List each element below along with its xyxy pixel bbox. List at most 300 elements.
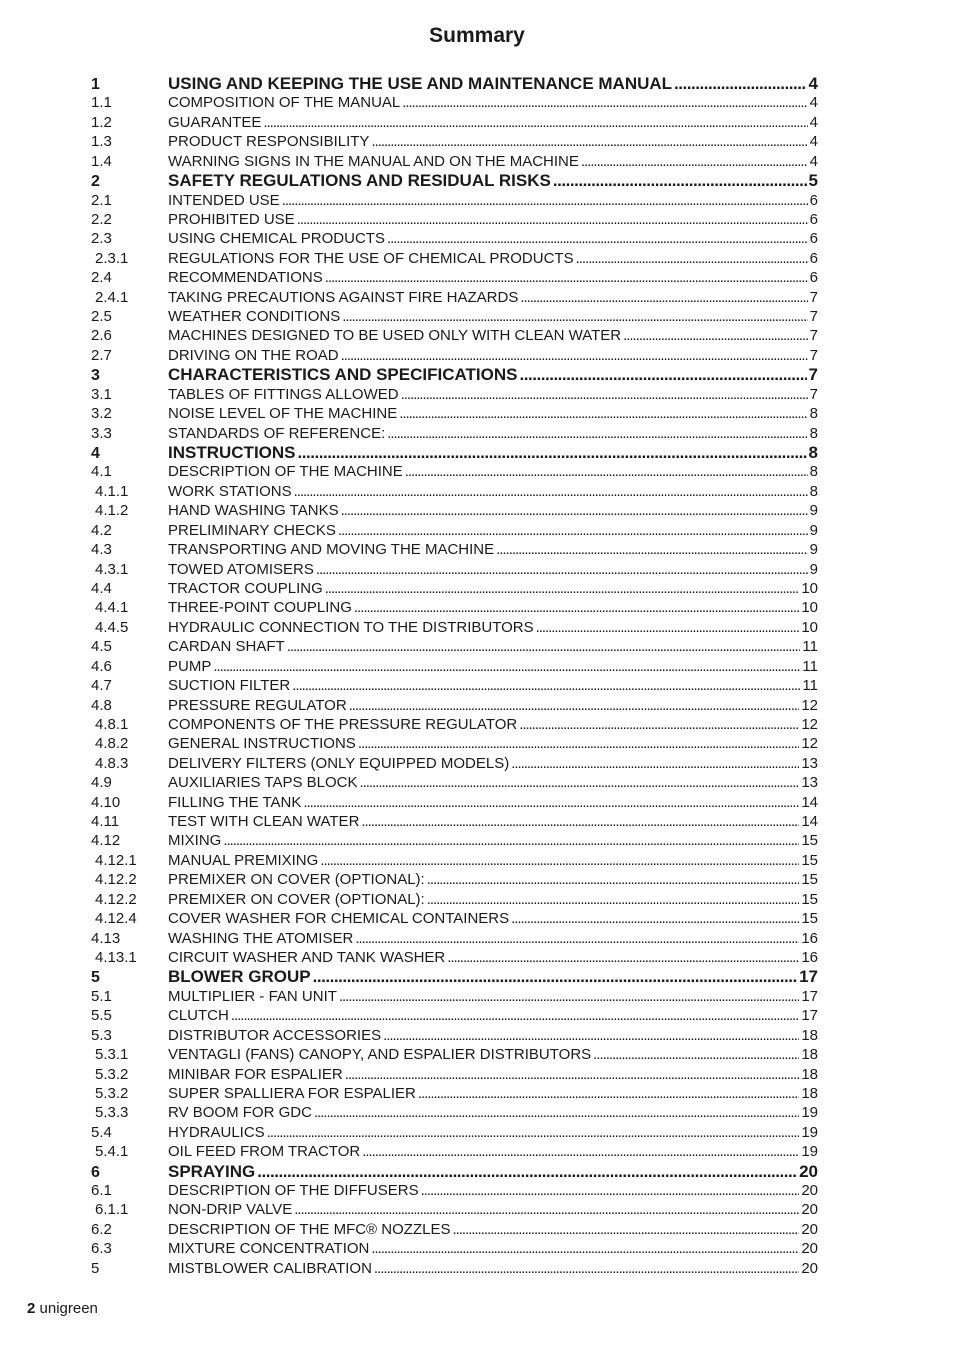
- toc-entry-number: 3: [91, 367, 100, 385]
- toc-entry[interactable]: [91, 462, 818, 481]
- toc-entry[interactable]: [91, 618, 818, 637]
- toc-entry-page: 14: [801, 813, 818, 831]
- dot-leader: [371, 132, 807, 151]
- toc-entry-title: PRELIMINARY CHECKS: [168, 521, 336, 539]
- toc-entry-page: 17: [801, 987, 818, 1005]
- toc-entry-number: 4.6: [91, 657, 112, 675]
- toc-entry[interactable]: [91, 1006, 818, 1025]
- toc-entry-title: THREE-POINT COUPLING: [168, 599, 352, 617]
- toc-entry-title: PREMIXER ON COVER (OPTIONAL):: [168, 890, 425, 908]
- dot-leader: [257, 1162, 797, 1181]
- toc-entry-page: 6: [809, 269, 818, 287]
- toc-entry[interactable]: [91, 249, 818, 268]
- dot-leader: [358, 734, 800, 753]
- toc-entry[interactable]: [91, 734, 818, 753]
- toc-entry-number: 1.3: [91, 133, 112, 151]
- dot-leader: [355, 929, 799, 948]
- dot-leader: [231, 1006, 799, 1025]
- toc-entry-title: GENERAL INSTRUCTIONS: [168, 735, 356, 753]
- toc-entry[interactable]: [91, 831, 818, 850]
- toc-entry-number: 5.4.1: [95, 1143, 129, 1161]
- toc-entry-title: DESCRIPTION OF THE MFC® NOZZLES: [168, 1220, 451, 1238]
- dot-leader: [383, 1026, 799, 1045]
- toc-entry-page: 20: [801, 1220, 818, 1238]
- toc-entry-number: 4.8.2: [95, 735, 129, 753]
- dot-leader: [576, 249, 808, 268]
- toc-entry-number: 3.1: [91, 385, 112, 403]
- toc-entry-number: 4: [91, 445, 100, 463]
- toc-entry[interactable]: [91, 657, 818, 676]
- toc-entry-number: 5.3.1: [95, 1046, 129, 1064]
- toc-entry[interactable]: [91, 132, 818, 151]
- dot-leader: [519, 715, 799, 734]
- toc-entry-number: 5: [91, 1259, 100, 1277]
- dot-leader: [341, 346, 808, 365]
- toc-entry-title: CLUTCH: [168, 1007, 229, 1025]
- toc-entry-title: SPRAYING: [168, 1161, 256, 1181]
- toc-entry[interactable]: [91, 870, 818, 889]
- toc-entry-title: TRACTOR COUPLING: [168, 579, 323, 597]
- toc-entry-title: RECOMMENDATIONS: [168, 269, 323, 287]
- toc-entry[interactable]: [91, 152, 818, 171]
- toc-entry-title: OIL FEED FROM TRACTOR: [168, 1143, 361, 1161]
- toc-entry-number: 6.1.1: [95, 1201, 129, 1219]
- toc-entry[interactable]: [91, 540, 818, 559]
- toc-entry-page: 18: [801, 1084, 818, 1102]
- toc-entry-number: 5.3: [91, 1026, 112, 1044]
- toc-entry-page: 20: [801, 1259, 818, 1277]
- toc-entry-page: 20: [801, 1240, 818, 1258]
- toc-chapter-entry[interactable]: [91, 967, 818, 986]
- toc-entry-page: 11: [802, 677, 818, 695]
- toc-entry-number: 5.3.3: [95, 1104, 129, 1122]
- toc-entry[interactable]: [91, 1181, 818, 1200]
- toc-entry-title: NOISE LEVEL OF THE MACHINE: [168, 405, 398, 423]
- toc-entry-number: 4.12: [91, 832, 121, 850]
- toc-entry-title: BLOWER GROUP: [168, 967, 311, 987]
- dot-leader: [325, 268, 808, 287]
- toc-entry[interactable]: [91, 773, 818, 792]
- toc-entry-page: 6: [809, 230, 818, 248]
- dot-leader: [427, 890, 800, 909]
- toc-entry-number: 5.5: [91, 1007, 112, 1025]
- toc-chapter-entry[interactable]: [91, 1162, 818, 1181]
- toc-entry-number: 2.2: [91, 210, 112, 228]
- page-title: Summary: [429, 24, 525, 47]
- toc-entry[interactable]: [91, 229, 818, 248]
- toc-entry-number: 4.5: [91, 638, 112, 656]
- dot-leader: [623, 326, 808, 345]
- toc-entry[interactable]: [91, 1065, 818, 1084]
- dot-leader: [325, 579, 800, 598]
- toc-entry-title: PRODUCT RESPONSIBILITY: [168, 133, 370, 151]
- toc-entry-title: CIRCUIT WASHER AND TANK WASHER: [168, 948, 446, 966]
- toc-chapter-entry[interactable]: [91, 443, 818, 462]
- toc-entry-title: SUCTION FILTER: [168, 677, 291, 695]
- dot-leader: [371, 1239, 799, 1258]
- toc-entry-number: 6.2: [91, 1220, 112, 1238]
- toc-entry-title: COMPOSITION OF THE MANUAL: [168, 94, 401, 112]
- toc-entry-title: WEATHER CONDITIONS: [168, 308, 341, 326]
- dot-leader: [294, 1200, 799, 1219]
- toc-entry-title: PRESSURE REGULATOR: [168, 696, 347, 714]
- toc-entry-title: INTENDED USE: [168, 191, 280, 209]
- dot-leader: [267, 1123, 800, 1142]
- toc-entry[interactable]: [91, 929, 818, 948]
- toc-entry-number: 4.3: [91, 541, 112, 559]
- toc-entry-number: 4.9: [91, 774, 112, 792]
- toc-entry[interactable]: [91, 793, 818, 812]
- toc-entry[interactable]: [91, 812, 818, 831]
- page-footer: [27, 1300, 98, 1317]
- toc-entry[interactable]: [91, 191, 818, 210]
- toc-entry-title: STANDARDS OF REFERENCE:: [168, 424, 386, 442]
- toc-entry-title: TAKING PRECAUTIONS AGAINST FIRE HAZARDS: [168, 288, 519, 306]
- toc-entry-page: 15: [801, 832, 818, 850]
- toc-entry-title: MIXTURE CONCENTRATION: [168, 1240, 370, 1258]
- toc-entry-page: 20: [801, 1201, 818, 1219]
- toc-entry[interactable]: [91, 851, 818, 870]
- toc-entry-title: TOWED ATOMISERS: [168, 560, 314, 578]
- dot-leader: [519, 365, 806, 384]
- toc-entry-title: SAFETY REGULATIONS AND RESIDUAL RISKS: [168, 171, 551, 191]
- dot-leader: [399, 404, 807, 423]
- toc-entry-number: 2.5: [91, 308, 112, 326]
- toc-entry-page: 4: [809, 152, 818, 170]
- toc-entry-page: 6: [809, 249, 818, 267]
- toc-entry[interactable]: [91, 1103, 818, 1122]
- toc-entry-number: 3.2: [91, 405, 112, 423]
- toc-entry[interactable]: [91, 424, 818, 443]
- toc-entry[interactable]: [91, 1123, 818, 1142]
- toc-entry-page: 9: [809, 560, 818, 578]
- toc-entry-number: 1.1: [91, 94, 112, 112]
- toc-entry[interactable]: [91, 948, 818, 967]
- toc-entry[interactable]: [91, 521, 818, 540]
- toc-entry-number: 6: [91, 1163, 100, 1181]
- toc-entry-number: 1.4: [91, 152, 112, 170]
- toc-entry-number: 4.4.1: [95, 599, 129, 617]
- toc-entry-number: 4.8.3: [95, 754, 129, 772]
- toc-entry-title: USING CHEMICAL PRODUCTS: [168, 230, 385, 248]
- toc-entry[interactable]: [91, 987, 818, 1006]
- dot-leader: [581, 152, 808, 171]
- toc-entry[interactable]: [91, 93, 818, 112]
- dot-leader: [447, 948, 799, 967]
- toc-entry-page: 7: [808, 365, 818, 385]
- dot-leader: [354, 598, 799, 617]
- toc-entry-number: 4.8: [91, 696, 112, 714]
- dot-leader: [427, 870, 800, 889]
- toc-entry[interactable]: [91, 385, 818, 404]
- footer-brand: unigreen: [39, 1300, 98, 1317]
- dot-leader: [553, 171, 807, 190]
- toc-entry-title: RV BOOM FOR GDC: [168, 1104, 312, 1122]
- toc-entry-page: 7: [809, 308, 818, 326]
- toc-entry-title: DRIVING ON THE ROAD: [168, 346, 339, 364]
- dot-leader: [387, 424, 807, 443]
- toc-entry-page: 6: [809, 191, 818, 209]
- toc-entry-number: 4.7: [91, 677, 112, 695]
- toc-entry-title: VENTAGLI (FANS) CANOPY, AND ESPALIER DISTRIBUTORS: [168, 1046, 592, 1064]
- toc-entry[interactable]: [91, 560, 818, 579]
- toc-entry-number: 5: [91, 969, 100, 987]
- toc-entry-page: 8: [809, 424, 818, 442]
- toc-entry[interactable]: [91, 754, 818, 773]
- toc-entry-number: 2.7: [91, 346, 112, 364]
- toc-entry-page: 10: [801, 618, 818, 636]
- dot-leader: [313, 967, 797, 986]
- dot-leader: [362, 1142, 799, 1161]
- dot-leader: [418, 1084, 799, 1103]
- toc-entry-title: HAND WASHING TANKS: [168, 502, 339, 520]
- toc-entry-number: 4.4: [91, 579, 112, 597]
- toc-entry-number: 4.1: [91, 463, 112, 481]
- toc-entry-number: 4.11: [91, 813, 120, 831]
- dot-leader: [360, 773, 800, 792]
- toc-entry-page: 13: [801, 774, 818, 792]
- toc-entry-number: 5.4: [91, 1123, 112, 1141]
- toc-entry-number: 2.4: [91, 269, 112, 287]
- dot-leader: [520, 288, 807, 307]
- toc-entry-page: 12: [801, 696, 818, 714]
- toc-entry-page: 7: [809, 346, 818, 364]
- dot-leader: [213, 657, 800, 676]
- dot-leader: [303, 793, 799, 812]
- toc-entry[interactable]: [91, 890, 818, 909]
- dot-leader: [421, 1181, 800, 1200]
- dot-leader: [361, 812, 799, 831]
- dot-leader: [314, 1103, 799, 1122]
- table-of-contents: [91, 74, 818, 1278]
- toc-entry[interactable]: [91, 1200, 818, 1219]
- toc-entry[interactable]: [91, 113, 818, 132]
- dot-leader: [349, 696, 800, 715]
- dot-leader: [345, 1065, 800, 1084]
- toc-entry[interactable]: [91, 268, 818, 287]
- toc-entry-title: PREMIXER ON COVER (OPTIONAL):: [168, 871, 425, 889]
- dot-leader: [511, 909, 799, 928]
- toc-entry-title: MINIBAR FOR ESPALIER: [168, 1065, 343, 1083]
- toc-entry-title: CARDAN SHAFT: [168, 638, 285, 656]
- toc-entry[interactable]: [91, 909, 818, 928]
- dot-leader: [387, 229, 808, 248]
- toc-entry-page: 9: [809, 502, 818, 520]
- toc-entry[interactable]: [91, 210, 818, 229]
- dot-leader: [342, 307, 807, 326]
- toc-entry-title: REGULATIONS FOR THE USE OF CHEMICAL PRODUCTS: [168, 249, 574, 267]
- dot-leader: [287, 637, 801, 656]
- toc-entry-page: 17: [801, 1007, 818, 1025]
- dot-leader: [341, 501, 808, 520]
- toc-entry[interactable]: [91, 715, 818, 734]
- dot-leader: [223, 831, 799, 850]
- toc-entry[interactable]: [91, 1259, 818, 1278]
- toc-entry-number: 2.4.1: [95, 288, 129, 306]
- toc-entry-title: MANUAL PREMIXING: [168, 851, 319, 869]
- dot-leader: [536, 618, 800, 637]
- toc-entry-page: 9: [809, 541, 818, 559]
- toc-entry-page: 7: [809, 288, 818, 306]
- toc-entry-title: MACHINES DESIGNED TO BE USED ONLY WITH CLEAN WATER: [168, 327, 622, 345]
- toc-entry-number: 1: [91, 76, 100, 93]
- toc-entry-title: TABLES OF FITTINGS ALLOWED: [168, 385, 399, 403]
- toc-entry-page: 18: [801, 1026, 818, 1044]
- toc-entry[interactable]: [91, 1239, 818, 1258]
- toc-entry[interactable]: [91, 326, 818, 345]
- toc-entry-page: 10: [801, 599, 818, 617]
- toc-entry-number: 5.3.2: [95, 1084, 129, 1102]
- dot-leader: [338, 521, 808, 540]
- toc-entry-number: 4.4.5: [95, 618, 129, 636]
- dot-leader: [297, 210, 808, 229]
- toc-entry-page: 4: [809, 113, 818, 131]
- toc-entry-title: DISTRIBUTOR ACCESSORIES: [168, 1026, 382, 1044]
- toc-entry-title: AUXILIARIES TAPS BLOCK: [168, 774, 358, 792]
- dot-leader: [320, 851, 799, 870]
- toc-entry-page: 7: [809, 327, 818, 345]
- toc-entry[interactable]: [91, 598, 818, 617]
- toc-entry-number: 6.3: [91, 1240, 112, 1258]
- toc-entry[interactable]: [91, 307, 818, 326]
- toc-entry-number: 2.1: [91, 191, 112, 209]
- toc-entry-page: 11: [802, 638, 818, 656]
- toc-entry-page: 10: [801, 579, 818, 597]
- toc-entry-title: NON-DRIP VALVE: [168, 1201, 293, 1219]
- toc-entry-number: 2.3.1: [95, 249, 129, 267]
- toc-entry-title: DESCRIPTION OF THE MACHINE: [168, 463, 403, 481]
- toc-entry-page: 17: [799, 967, 818, 987]
- toc-entry-number: 6.1: [91, 1182, 112, 1200]
- toc-entry-title: WORK STATIONS: [168, 482, 292, 500]
- toc-entry-number: 4.12.4: [95, 910, 137, 928]
- toc-entry-title: MULTIPLIER - FAN UNIT: [168, 987, 337, 1005]
- toc-entry-page: 8: [809, 405, 818, 423]
- toc-entry-page: 5: [808, 171, 818, 191]
- toc-entry-page: 20: [799, 1161, 818, 1181]
- toc-entry-title: COMPONENTS OF THE PRESSURE REGULATOR: [168, 715, 518, 733]
- toc-entry-number: 4.13.1: [95, 948, 137, 966]
- toc-entry-page: 6: [809, 210, 818, 228]
- toc-entry[interactable]: [91, 637, 818, 656]
- toc-entry-page: 8: [809, 463, 818, 481]
- toc-chapter-entry[interactable]: [91, 74, 818, 93]
- toc-entry-page: 19: [801, 1104, 818, 1122]
- toc-entry-title: INSTRUCTIONS: [168, 443, 296, 463]
- toc-entry-number: 4.2: [91, 521, 112, 539]
- dot-leader: [292, 676, 800, 695]
- footer-page-number: 2: [27, 1300, 36, 1317]
- toc-entry[interactable]: [91, 404, 818, 423]
- toc-entry-page: 18: [801, 1065, 818, 1083]
- dot-leader: [401, 385, 808, 404]
- dot-leader: [405, 462, 808, 481]
- dot-leader: [496, 540, 808, 559]
- toc-entry-number: 4.12.2: [95, 871, 137, 889]
- toc-entry-number: 5.1: [91, 987, 112, 1005]
- toc-entry-page: 18: [801, 1046, 818, 1064]
- toc-entry-page: 16: [801, 948, 818, 966]
- toc-entry-page: 8: [809, 482, 818, 500]
- toc-entry-number: 3.3: [91, 424, 112, 442]
- toc-entry-number: 2.6: [91, 327, 112, 345]
- toc-entry-page: 15: [801, 851, 818, 869]
- toc-entry-title: CHARACTERISTICS AND SPECIFICATIONS: [168, 365, 518, 385]
- toc-entry[interactable]: [91, 501, 818, 520]
- toc-entry-page: 8: [808, 443, 818, 463]
- toc-chapter-entry[interactable]: [91, 365, 818, 384]
- dot-leader: [282, 191, 808, 210]
- toc-entry-page: 15: [801, 910, 818, 928]
- toc-entry-page: 16: [801, 929, 818, 947]
- toc-entry-page: 15: [801, 871, 818, 889]
- toc-entry-page: 7: [809, 385, 818, 403]
- toc-entry-page: 12: [801, 715, 818, 733]
- toc-entry[interactable]: [91, 579, 818, 598]
- dot-leader: [294, 482, 808, 501]
- toc-entry[interactable]: [91, 288, 818, 307]
- toc-entry-title: PROHIBITED USE: [168, 210, 295, 228]
- toc-entry-title: PUMP: [168, 657, 212, 675]
- toc-entry-page: 14: [801, 793, 818, 811]
- toc-entry-title: TRANSPORTING AND MOVING THE MACHINE: [168, 541, 495, 559]
- toc-entry-page: 20: [801, 1182, 818, 1200]
- toc-entry-title: FILLING THE TANK: [168, 793, 302, 811]
- dot-leader: [511, 754, 799, 773]
- toc-entry-page: 4: [808, 74, 818, 93]
- toc-entry-page: 11: [802, 657, 818, 675]
- toc-entry-page: 19: [801, 1143, 818, 1161]
- toc-entry-title: MIXING: [168, 832, 222, 850]
- toc-entry-number: 4.12.1: [95, 851, 137, 869]
- toc-entry-number: 5.3.2: [95, 1065, 129, 1083]
- toc-entry-page: 12: [801, 735, 818, 753]
- dot-leader: [374, 1259, 799, 1278]
- dot-leader: [263, 113, 807, 132]
- toc-entry-title: MISTBLOWER CALIBRATION: [168, 1259, 372, 1277]
- toc-entry[interactable]: [91, 1142, 818, 1161]
- toc-entry[interactable]: [91, 696, 818, 715]
- toc-entry-number: 4.8.1: [95, 715, 129, 733]
- toc-entry-number: 2: [91, 173, 100, 191]
- toc-entry-number: 4.10: [91, 793, 121, 811]
- toc-entry-number: 4.13: [91, 929, 121, 947]
- toc-entry[interactable]: [91, 1220, 818, 1239]
- toc-entry-number: 1.2: [91, 113, 112, 131]
- toc-entry-number: 4.1.2: [95, 502, 129, 520]
- dot-leader: [316, 560, 808, 579]
- toc-entry[interactable]: [91, 346, 818, 365]
- toc-entry[interactable]: [91, 676, 818, 695]
- dot-leader: [298, 443, 807, 462]
- toc-entry[interactable]: [91, 1084, 818, 1103]
- toc-entry-page: 4: [809, 133, 818, 151]
- toc-entry[interactable]: [91, 482, 818, 501]
- toc-entry-page: 15: [801, 890, 818, 908]
- toc-entry-number: 4.12.2: [95, 890, 137, 908]
- toc-entry-title: HYDRAULIC CONNECTION TO THE DISTRIBUTORS: [168, 618, 534, 636]
- toc-entry-title: HYDRAULICS: [168, 1123, 265, 1141]
- dot-leader: [593, 1045, 799, 1064]
- dot-leader: [452, 1220, 799, 1239]
- toc-chapter-entry[interactable]: [91, 171, 818, 190]
- toc-entry-title: DELIVERY FILTERS (ONLY EQUIPPED MODELS): [168, 754, 510, 772]
- toc-entry[interactable]: [91, 1045, 818, 1064]
- toc-entry[interactable]: [91, 1026, 818, 1045]
- dot-leader: [674, 74, 806, 93]
- toc-entry-title: COVER WASHER FOR CHEMICAL CONTAINERS: [168, 910, 510, 928]
- toc-entry-page: 4: [809, 94, 818, 112]
